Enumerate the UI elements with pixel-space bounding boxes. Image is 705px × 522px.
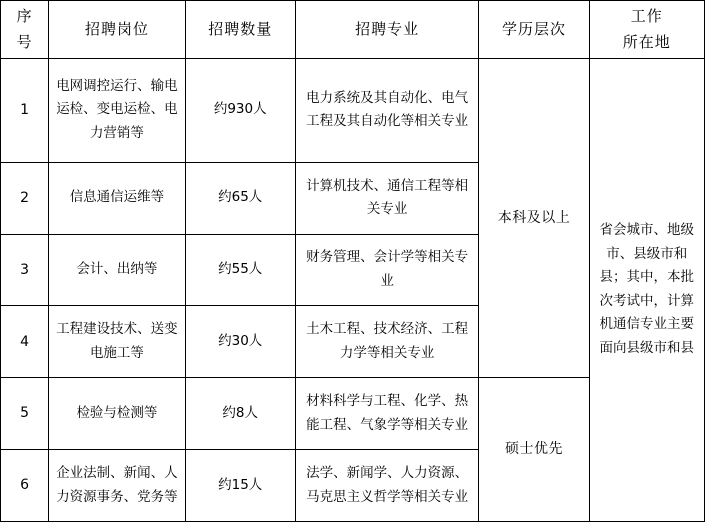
table-body [1, 58, 705, 522]
cell-major: 财务管理、会计学等相关专业 [295, 234, 479, 306]
header-cell-count: 招聘数量 [185, 1, 295, 59]
cell-post: 检验与检测等 [49, 378, 185, 450]
cell-count: 约55人 [185, 234, 295, 306]
header-place-line1: 工作 [630, 7, 663, 25]
cell-count: 约15人 [185, 450, 295, 522]
cell-major: 法学、新闻学、人力资源、马克思主义哲学等相关专业 [295, 450, 479, 522]
cell-education-level: 硕士优先 [479, 378, 589, 522]
cell-work-place: 省会城市、地级市、县级市和县；其中，本批次考试中，计算机通信专业主要面向县级市和县 [589, 58, 704, 522]
cell-no: 4 [1, 306, 49, 378]
cell-major: 土木工程、技术经济、工程力学等相关专业 [295, 306, 479, 378]
cell-no: 6 [1, 450, 49, 522]
header-place-line2: 所在地 [622, 33, 671, 52]
cell-post: 会计、出纳等 [49, 234, 185, 306]
header-cell-post: 招聘岗位 [49, 1, 185, 59]
cell-major: 材料科学与工程、化学、热能工程、气象学等相关专业 [295, 378, 479, 450]
header-cell-edu: 学历层次 [479, 1, 589, 59]
cell-count: 约65人 [185, 162, 295, 234]
cell-post: 企业法制、新闻、人力资源事务、党务等 [49, 450, 185, 522]
cell-education-level: 本科及以上 [479, 58, 589, 378]
header-cell-no [1, 1, 49, 59]
cell-major: 电力系统及其自动化、电气工程及其自动化等相关专业 [295, 58, 479, 162]
cell-count: 约930人 [185, 58, 295, 162]
table-row [1, 58, 705, 162]
cell-count: 约30人 [185, 306, 295, 378]
header-row [1, 1, 705, 59]
header-no-line2: 号 [16, 33, 33, 52]
header-cell-place [589, 1, 704, 59]
table-header [1, 1, 705, 59]
cell-post: 电网调控运行、输电运检、变电运检、电力营销等 [49, 58, 185, 162]
cell-no: 1 [1, 58, 49, 162]
cell-post: 信息通信运维等 [49, 162, 185, 234]
cell-count: 约8人 [185, 378, 295, 450]
header-no-line1: 序 [16, 7, 33, 25]
cell-no: 3 [1, 234, 49, 306]
cell-major: 计算机技术、通信工程等相关专业 [295, 162, 479, 234]
cell-post: 工程建设技术、送变电施工等 [49, 306, 185, 378]
cell-no: 5 [1, 378, 49, 450]
header-cell-major: 招聘专业 [295, 1, 479, 59]
cell-no: 2 [1, 162, 49, 234]
